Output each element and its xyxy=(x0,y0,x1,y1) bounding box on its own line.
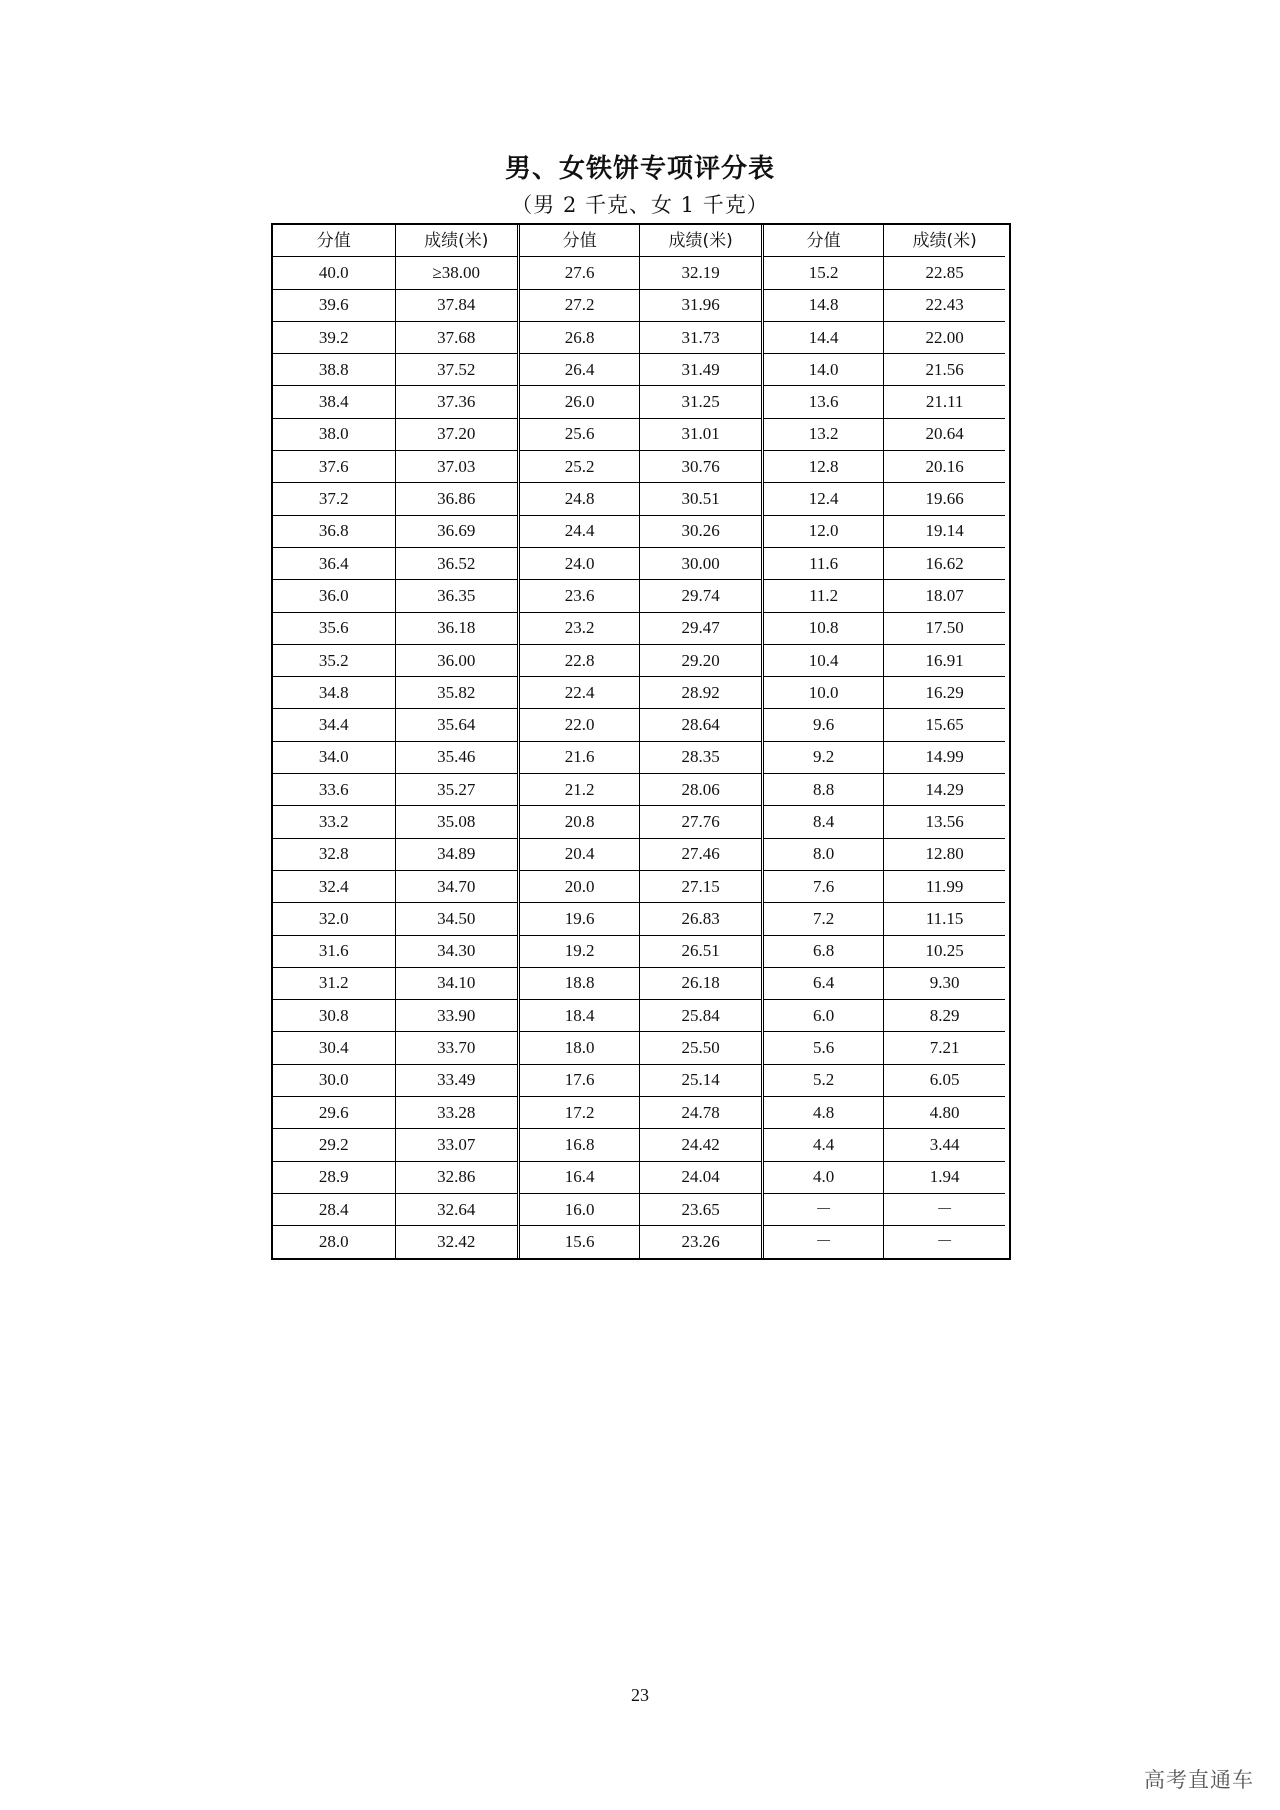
score-cell: 20.4 xyxy=(519,838,640,870)
result-cell: 34.70 xyxy=(395,870,517,902)
table-row xyxy=(273,386,517,418)
result-cell: 25.50 xyxy=(640,1032,761,1064)
table-row xyxy=(273,1097,517,1129)
table-row xyxy=(763,935,1006,967)
table-row xyxy=(763,903,1006,935)
header-result: 成绩(米) xyxy=(395,225,517,257)
result-cell: 22.85 xyxy=(884,257,1005,289)
result-cell: 14.99 xyxy=(884,741,1005,773)
result-cell: 29.47 xyxy=(640,612,761,644)
result-cell: 33.49 xyxy=(395,1064,517,1096)
score-cell: 34.4 xyxy=(273,709,395,741)
score-cell: 24.0 xyxy=(519,547,640,579)
score-cell: 14.8 xyxy=(763,289,884,321)
table-row xyxy=(273,903,517,935)
result-cell: 23.26 xyxy=(640,1226,761,1258)
result-cell: 28.35 xyxy=(640,741,761,773)
result-cell: 28.06 xyxy=(640,774,761,806)
table-row xyxy=(763,289,1006,321)
table-row xyxy=(763,709,1006,741)
table-row xyxy=(273,1032,517,1064)
result-cell: 36.18 xyxy=(395,612,517,644)
result-cell: 29.20 xyxy=(640,644,761,676)
result-cell: 24.04 xyxy=(640,1161,761,1193)
result-cell: 33.07 xyxy=(395,1129,517,1161)
score-cell: 30.8 xyxy=(273,1000,395,1032)
table-row xyxy=(763,774,1006,806)
result-cell: 11.15 xyxy=(884,903,1005,935)
result-cell: 4.80 xyxy=(884,1097,1005,1129)
table-body-1 xyxy=(273,257,517,1258)
result-cell: 36.00 xyxy=(395,644,517,676)
result-cell: 7.21 xyxy=(884,1032,1005,1064)
result-cell: 21.11 xyxy=(884,386,1005,418)
score-cell: 10.8 xyxy=(763,612,884,644)
result-cell: 27.76 xyxy=(640,806,761,838)
result-cell: 37.03 xyxy=(395,451,517,483)
header-result: 成绩(米) xyxy=(884,225,1005,257)
result-cell: 17.50 xyxy=(884,612,1005,644)
table-row xyxy=(763,580,1006,612)
table-row xyxy=(519,903,762,935)
result-cell: 36.86 xyxy=(395,483,517,515)
result-cell: 32.42 xyxy=(395,1226,517,1258)
result-cell: 16.91 xyxy=(884,644,1005,676)
result-cell: 15.65 xyxy=(884,709,1005,741)
result-cell: 31.01 xyxy=(640,418,761,450)
result-cell: 11.99 xyxy=(884,870,1005,902)
result-cell: 9.30 xyxy=(884,967,1005,999)
table-row xyxy=(763,741,1006,773)
table-row xyxy=(273,451,517,483)
table-header-row xyxy=(519,225,762,257)
result-cell: 6.05 xyxy=(884,1064,1005,1096)
score-cell: 12.8 xyxy=(763,451,884,483)
result-cell: 28.64 xyxy=(640,709,761,741)
result-cell: ≥38.00 xyxy=(395,257,517,289)
result-cell: 33.70 xyxy=(395,1032,517,1064)
result-cell: 35.82 xyxy=(395,677,517,709)
score-cell: 37.2 xyxy=(273,483,395,515)
result-cell: 32.64 xyxy=(395,1193,517,1225)
score-cell: 38.0 xyxy=(273,418,395,450)
score-cell: 31.2 xyxy=(273,967,395,999)
result-cell: 37.20 xyxy=(395,418,517,450)
scoring-table xyxy=(271,223,1011,1260)
header-score: 分值 xyxy=(273,225,395,257)
score-cell: 13.6 xyxy=(763,386,884,418)
score-cell: 37.6 xyxy=(273,451,395,483)
table-row xyxy=(273,741,517,773)
table-row xyxy=(273,483,517,515)
result-cell: 32.19 xyxy=(640,257,761,289)
score-cell: 13.2 xyxy=(763,418,884,450)
result-cell: 19.14 xyxy=(884,515,1005,547)
score-cell: 18.4 xyxy=(519,1000,640,1032)
table-row xyxy=(763,1097,1006,1129)
score-cell: 22.8 xyxy=(519,644,640,676)
table-row xyxy=(519,741,762,773)
table-row xyxy=(273,321,517,353)
score-cell: 17.6 xyxy=(519,1064,640,1096)
table-row xyxy=(273,1226,517,1258)
table-row xyxy=(519,451,762,483)
result-cell: 14.29 xyxy=(884,774,1005,806)
table-row xyxy=(273,1193,517,1225)
result-cell: 27.46 xyxy=(640,838,761,870)
table-row xyxy=(763,418,1006,450)
result-cell: 33.28 xyxy=(395,1097,517,1129)
score-cell: 19.2 xyxy=(519,935,640,967)
result-cell: 30.26 xyxy=(640,515,761,547)
result-cell: 23.65 xyxy=(640,1193,761,1225)
score-cell: 28.9 xyxy=(273,1161,395,1193)
score-cell: 30.0 xyxy=(273,1064,395,1096)
result-cell: 22.43 xyxy=(884,289,1005,321)
result-cell: 27.15 xyxy=(640,870,761,902)
score-cell: 21.2 xyxy=(519,774,640,806)
score-cell: 22.0 xyxy=(519,709,640,741)
table-row xyxy=(519,870,762,902)
table-row xyxy=(519,515,762,547)
score-cell: 31.6 xyxy=(273,935,395,967)
table-row xyxy=(763,870,1006,902)
score-cell: 8.4 xyxy=(763,806,884,838)
result-cell: 21.56 xyxy=(884,354,1005,386)
score-cell: 26.4 xyxy=(519,354,640,386)
table-row xyxy=(519,1161,762,1193)
score-cell: 39.2 xyxy=(273,321,395,353)
score-cell: 23.2 xyxy=(519,612,640,644)
table-row xyxy=(763,677,1006,709)
result-cell: 35.08 xyxy=(395,806,517,838)
result-cell: 20.16 xyxy=(884,451,1005,483)
result-cell: 30.00 xyxy=(640,547,761,579)
score-cell: 10.0 xyxy=(763,677,884,709)
result-cell: 19.66 xyxy=(884,483,1005,515)
score-cell: 19.6 xyxy=(519,903,640,935)
result-cell: 34.30 xyxy=(395,935,517,967)
score-cell: 17.2 xyxy=(519,1097,640,1129)
result-cell: 13.56 xyxy=(884,806,1005,838)
result-cell: 20.64 xyxy=(884,418,1005,450)
table-row xyxy=(763,1161,1006,1193)
table-row xyxy=(519,257,762,289)
score-cell: 34.0 xyxy=(273,741,395,773)
score-cell: 26.8 xyxy=(519,321,640,353)
score-cell: 4.4 xyxy=(763,1129,884,1161)
table-row xyxy=(519,354,762,386)
score-cell: 40.0 xyxy=(273,257,395,289)
score-cell: 20.8 xyxy=(519,806,640,838)
score-cell: 10.4 xyxy=(763,644,884,676)
score-cell: 6.0 xyxy=(763,1000,884,1032)
result-cell: 26.18 xyxy=(640,967,761,999)
score-cell: 33.6 xyxy=(273,774,395,806)
table-row xyxy=(519,321,762,353)
result-cell: 30.51 xyxy=(640,483,761,515)
table-row xyxy=(763,386,1006,418)
table-row xyxy=(273,418,517,450)
table-row xyxy=(273,774,517,806)
result-cell: 36.52 xyxy=(395,547,517,579)
score-cell: 12.4 xyxy=(763,483,884,515)
table-row xyxy=(273,709,517,741)
table-row xyxy=(763,1193,1006,1225)
table-row xyxy=(763,806,1006,838)
score-cell: 32.0 xyxy=(273,903,395,935)
result-cell: 3.44 xyxy=(884,1129,1005,1161)
score-cell: 18.0 xyxy=(519,1032,640,1064)
table-row xyxy=(273,1161,517,1193)
table-block-1 xyxy=(273,225,517,1258)
table-row xyxy=(519,1000,762,1032)
score-cell: 15.6 xyxy=(519,1226,640,1258)
page-number: 23 xyxy=(631,1685,649,1705)
result-cell: 18.07 xyxy=(884,580,1005,612)
table-row xyxy=(763,354,1006,386)
table-row xyxy=(273,257,517,289)
result-cell: 24.42 xyxy=(640,1129,761,1161)
table-row xyxy=(763,967,1006,999)
table-row xyxy=(763,515,1006,547)
table-row xyxy=(273,967,517,999)
result-cell: 30.76 xyxy=(640,451,761,483)
table-row xyxy=(273,1129,517,1161)
table-row xyxy=(519,1097,762,1129)
result-cell: 8.29 xyxy=(884,1000,1005,1032)
table-row xyxy=(273,644,517,676)
table-block-3 xyxy=(761,225,1005,1258)
table-row xyxy=(763,1226,1006,1258)
table-row xyxy=(519,612,762,644)
result-cell: 34.50 xyxy=(395,903,517,935)
result-cell: 25.14 xyxy=(640,1064,761,1096)
table-row xyxy=(763,257,1006,289)
table-row xyxy=(273,677,517,709)
result-cell: 24.78 xyxy=(640,1097,761,1129)
table-row xyxy=(273,289,517,321)
table-row xyxy=(763,1129,1006,1161)
result-cell: － xyxy=(884,1193,1005,1225)
score-cell: 11.2 xyxy=(763,580,884,612)
score-cell: 8.0 xyxy=(763,838,884,870)
score-cell: 33.2 xyxy=(273,806,395,838)
score-cell: 21.6 xyxy=(519,741,640,773)
table-row xyxy=(519,289,762,321)
score-cell: 27.2 xyxy=(519,289,640,321)
score-cell: 16.0 xyxy=(519,1193,640,1225)
result-cell: － xyxy=(884,1226,1005,1258)
result-cell: 31.73 xyxy=(640,321,761,353)
score-cell: 29.2 xyxy=(273,1129,395,1161)
table-row xyxy=(273,1000,517,1032)
score-cell: 14.0 xyxy=(763,354,884,386)
table-row xyxy=(519,838,762,870)
result-cell: 31.49 xyxy=(640,354,761,386)
watermark: 高考直通车 xyxy=(1144,1768,1254,1792)
header-score: 分值 xyxy=(519,225,640,257)
score-cell: 12.0 xyxy=(763,515,884,547)
table-row xyxy=(519,580,762,612)
score-cell: 5.2 xyxy=(763,1064,884,1096)
score-cell: 28.0 xyxy=(273,1226,395,1258)
table-row xyxy=(519,1064,762,1096)
score-cell: 38.4 xyxy=(273,386,395,418)
header-result: 成绩(米) xyxy=(640,225,761,257)
table-row xyxy=(519,967,762,999)
result-cell: 35.27 xyxy=(395,774,517,806)
table-row xyxy=(519,483,762,515)
result-cell: 12.80 xyxy=(884,838,1005,870)
score-cell: 9.6 xyxy=(763,709,884,741)
table-row xyxy=(519,677,762,709)
table-row xyxy=(273,580,517,612)
result-cell: 35.64 xyxy=(395,709,517,741)
result-cell: 29.74 xyxy=(640,580,761,612)
score-cell: 22.4 xyxy=(519,677,640,709)
result-cell: 16.62 xyxy=(884,547,1005,579)
score-cell: 24.4 xyxy=(519,515,640,547)
result-cell: 37.52 xyxy=(395,354,517,386)
table-row xyxy=(519,806,762,838)
table-row xyxy=(763,1000,1006,1032)
table-row xyxy=(519,644,762,676)
result-cell: 31.96 xyxy=(640,289,761,321)
score-cell: 39.6 xyxy=(273,289,395,321)
table-header-row xyxy=(763,225,1006,257)
result-cell: 34.89 xyxy=(395,838,517,870)
score-cell: 8.8 xyxy=(763,774,884,806)
score-cell: 36.4 xyxy=(273,547,395,579)
result-cell: 31.25 xyxy=(640,386,761,418)
result-cell: 36.35 xyxy=(395,580,517,612)
result-cell: 25.84 xyxy=(640,1000,761,1032)
score-cell: 20.0 xyxy=(519,870,640,902)
result-cell: 34.10 xyxy=(395,967,517,999)
result-cell: 37.36 xyxy=(395,386,517,418)
table-row xyxy=(273,515,517,547)
result-cell: 26.51 xyxy=(640,935,761,967)
score-cell: 16.8 xyxy=(519,1129,640,1161)
result-cell: 33.90 xyxy=(395,1000,517,1032)
result-cell: 22.00 xyxy=(884,321,1005,353)
table-row xyxy=(519,1193,762,1225)
table-row xyxy=(519,935,762,967)
table-row xyxy=(273,838,517,870)
score-cell: 38.8 xyxy=(273,354,395,386)
result-cell: 35.46 xyxy=(395,741,517,773)
score-cell: 27.6 xyxy=(519,257,640,289)
score-cell: 4.8 xyxy=(763,1097,884,1129)
score-cell: 36.8 xyxy=(273,515,395,547)
table-row xyxy=(763,1064,1006,1096)
score-cell: － xyxy=(763,1226,884,1258)
score-cell: 30.4 xyxy=(273,1032,395,1064)
table-row xyxy=(519,774,762,806)
table-row xyxy=(763,321,1006,353)
score-cell: 7.6 xyxy=(763,870,884,902)
result-cell: 37.68 xyxy=(395,321,517,353)
score-cell: 36.0 xyxy=(273,580,395,612)
score-cell: 15.2 xyxy=(763,257,884,289)
page-title: 男、女铁饼专项评分表 xyxy=(504,154,775,184)
table-row xyxy=(273,870,517,902)
table-row xyxy=(519,386,762,418)
score-cell: 5.6 xyxy=(763,1032,884,1064)
score-cell: 32.8 xyxy=(273,838,395,870)
table-body-2 xyxy=(519,257,762,1258)
table-row xyxy=(519,1226,762,1258)
score-cell: 11.6 xyxy=(763,547,884,579)
table-row xyxy=(273,935,517,967)
result-cell: 26.83 xyxy=(640,903,761,935)
score-cell: 29.6 xyxy=(273,1097,395,1129)
table-row xyxy=(273,612,517,644)
table-row xyxy=(519,709,762,741)
table-row xyxy=(763,612,1006,644)
table-row xyxy=(519,1129,762,1161)
score-cell: 14.4 xyxy=(763,321,884,353)
table-row xyxy=(273,1064,517,1096)
result-cell: 32.86 xyxy=(395,1161,517,1193)
table-row xyxy=(763,644,1006,676)
score-cell: 6.8 xyxy=(763,935,884,967)
score-cell: 18.8 xyxy=(519,967,640,999)
score-cell: 23.6 xyxy=(519,580,640,612)
score-cell: 35.6 xyxy=(273,612,395,644)
table-row xyxy=(763,1032,1006,1064)
result-cell: 37.84 xyxy=(395,289,517,321)
score-cell: 4.0 xyxy=(763,1161,884,1193)
result-cell: 36.69 xyxy=(395,515,517,547)
table-row xyxy=(273,354,517,386)
table-row xyxy=(763,547,1006,579)
table-row xyxy=(519,547,762,579)
result-cell: 1.94 xyxy=(884,1161,1005,1193)
score-cell: 7.2 xyxy=(763,903,884,935)
header-score: 分值 xyxy=(763,225,884,257)
table-block-2 xyxy=(517,225,761,1258)
page-subtitle: （男 2 千克、女 1 千克） xyxy=(511,193,769,217)
table-row xyxy=(519,1032,762,1064)
score-cell: 16.4 xyxy=(519,1161,640,1193)
score-cell: 26.0 xyxy=(519,386,640,418)
score-cell: 24.8 xyxy=(519,483,640,515)
table-row xyxy=(763,838,1006,870)
score-cell: 9.2 xyxy=(763,741,884,773)
table-row xyxy=(763,451,1006,483)
table-row xyxy=(519,418,762,450)
score-cell: 35.2 xyxy=(273,644,395,676)
table-header-row xyxy=(273,225,517,257)
result-cell: 16.29 xyxy=(884,677,1005,709)
score-cell: 28.4 xyxy=(273,1193,395,1225)
score-cell: － xyxy=(763,1193,884,1225)
result-cell: 10.25 xyxy=(884,935,1005,967)
score-cell: 25.6 xyxy=(519,418,640,450)
score-cell: 6.4 xyxy=(763,967,884,999)
result-cell: 28.92 xyxy=(640,677,761,709)
table-row xyxy=(273,806,517,838)
score-cell: 32.4 xyxy=(273,870,395,902)
table-body-3 xyxy=(763,257,1006,1258)
score-cell: 34.8 xyxy=(273,677,395,709)
table-row xyxy=(763,483,1006,515)
table-row xyxy=(273,547,517,579)
score-cell: 25.2 xyxy=(519,451,640,483)
